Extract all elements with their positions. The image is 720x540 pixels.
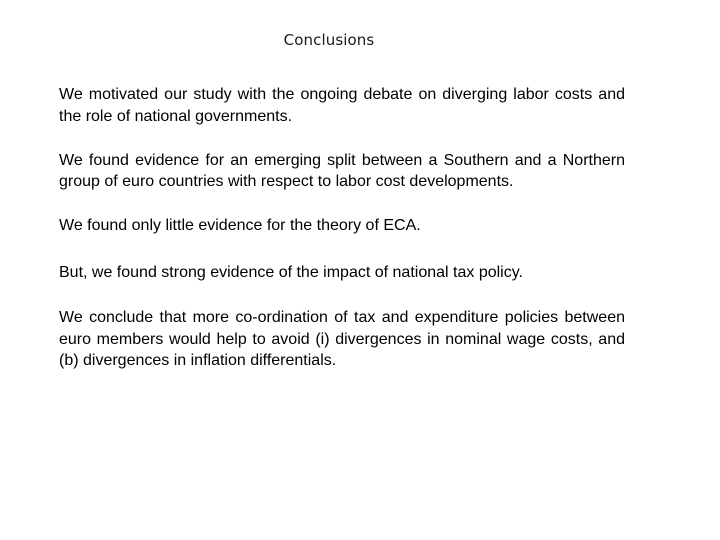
paragraph-coordination: We conclude that more co-ordination of tax and expenditure policies between euro members would help to avoid (i) divergences in nominal wage costs, and (b) divergences in inflation differentials. — [59, 309, 625, 369]
paragraph-eca-evidence: We found only little evidence for the theory of ECA. — [59, 217, 421, 234]
conclusions-body — [59, 84, 625, 394]
paragraph-split-evidence: We found evidence for an emerging split between a Southern and a Northern group of euro countries with respect to labor cost developments. — [59, 151, 625, 190]
slide-title: Conclusions — [283, 31, 375, 49]
paragraph-tax-policy: But, we found strong evidence of the impact of national tax policy. — [59, 263, 523, 281]
paragraph-motivation: We motivated our study with the ongoing debate on diverging labor costs and the role of national governments. — [59, 86, 625, 125]
